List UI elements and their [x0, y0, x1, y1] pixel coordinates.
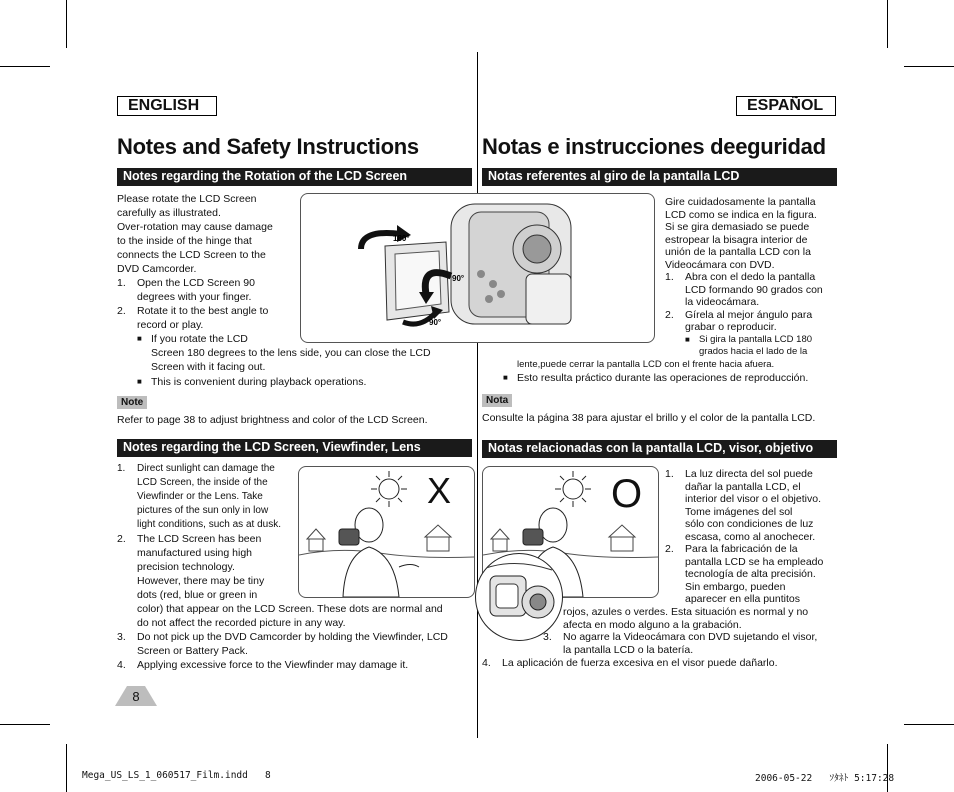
text-line: carefully as illustrated.: [117, 207, 221, 219]
lcd-text-es-right: [665, 468, 845, 606]
page-number: 8: [132, 689, 140, 704]
crop-mark: [887, 744, 888, 792]
rotation-text-es-right: Gire cuidadosamente la pantalla LCD como se indica en la figura. Si se gira demasiado se puede estropear la bisagra interior de unión de la pantalla LCD con la Videocámara con DVD. 1. Abra con el dedo la pantalla LCD formando 90 grados con la videocámara. 2. Gírela al mejor ángulo para grabar o reproducir. ■ Si gira la pantalla LCD 180 grados hacia el lado de la: [665, 196, 845, 358]
crop-mark: [66, 744, 67, 792]
lcd-rotation-figure: [300, 193, 655, 343]
page-title-en: Notes and Safety Instructions: [117, 134, 419, 159]
list-item: 3. Do not pick up the DVD Camcorder by holding the Viewfinder, LCD Screen or Battery Pack.: [117, 631, 448, 657]
lcd-text-es-item4: [482, 656, 778, 670]
bullet-item: ■ Si gira la pantalla LCD 180 grados hacia el lado de la: [685, 333, 813, 357]
section-header-rotation-en: Notes regarding the Rotation of the LCD Screen: [117, 168, 472, 186]
spanish-label: ESPAÑOL: [736, 96, 836, 116]
note-text-es: Consulte la página 38 para ajustar el brillo y el color de la pantalla LCD.: [482, 412, 816, 424]
section-header-rotation-es: Notas referentes al giro de la pantalla LCD: [482, 168, 837, 186]
bullet-icon: ■: [503, 373, 508, 382]
page-title-es: Notas e instrucciones deeguridad: [482, 134, 826, 159]
text-line: to the inside of the hinge that: [117, 235, 252, 247]
allowed-mark: O: [611, 472, 643, 516]
rotation-text-es-cont: lente,puede cerrar la pantalla LCD con el frente hacia afuera.: [517, 359, 775, 370]
list-item: 2. Para la fabricación de la pantalla LCD se ha empleado tecnología de alta precisión. Sin embargo, pueden aparecer en ella puntitos: [665, 543, 824, 605]
lcd-text-es-item3: [543, 631, 817, 656]
list-item: 2. Rotate it to the best angle to record or play.: [117, 305, 269, 331]
english-label: ENGLISH: [117, 96, 217, 116]
prohibited-mark: X: [427, 470, 452, 511]
footer-timestamp: 2006-05-22 ｿﾀﾈﾄ 5:17:28: [755, 773, 895, 784]
crop-mark: [904, 724, 954, 725]
crop-mark: [0, 66, 50, 67]
list-item: 1. La luz directa del sol puede dañar la pantalla LCD, el interior del visor o el objetivo. Tome imágenes del sol sólo con condiciones de luz escasa, como al anochecer.: [665, 468, 821, 543]
list-item: 4. La aplicación de fuerza excesiva en el visor puede dañarlo.: [482, 657, 778, 669]
section-header-lcd-en: Notes regarding the LCD Screen, Viewfinder, Lens: [117, 439, 472, 457]
note-text-en: Refer to page 38 to adjust brightness and color of the LCD Screen.: [117, 414, 428, 426]
bullet-item: ■ This is convenient during playback operations.: [137, 376, 367, 388]
crop-mark: [66, 0, 67, 48]
rotation-text-es-bullet2: [503, 371, 808, 385]
angle-label-90: 90°: [452, 274, 465, 283]
text-line: Please rotate the LCD Screen: [117, 193, 257, 205]
list-item: 1. Direct sunlight can damage the LCD Screen, the inside of the Viewfinder or the Lens. Take pictures of the sun only in low light conditions, such as at dusk.: [117, 463, 281, 530]
list-item: 3. No agarre la Videocámara con DVD sujetando el visor, la pantalla LCD o la batería.: [543, 631, 818, 656]
list-item: 1. Open the LCD Screen 90 degrees with your finger.: [117, 277, 255, 303]
bullet-icon: ■: [137, 377, 142, 386]
angle-label-90: 90°: [429, 318, 442, 327]
text-line: DVD Camcorder.: [117, 263, 197, 275]
page-number-tab: [115, 686, 157, 706]
crop-mark: [887, 0, 888, 48]
camcorder-illustration: [301, 194, 654, 342]
crop-mark: [904, 66, 954, 67]
text-line: Over-rotation may cause damage: [117, 221, 273, 233]
note-label-en: Note: [117, 396, 147, 409]
sun-icon: [555, 471, 591, 507]
lcd-text-es-cont: rojos, azules o verdes. Esta situación es normal y no afecta en modo alguno a la grabación.: [563, 606, 809, 631]
bullet-item: ■ Esto resulta práctico durante las operaciones de reproducción.: [503, 372, 809, 384]
list-item: 4. Applying excessive force to the Viewfinder may damage it.: [117, 659, 409, 671]
list-item: 2. The LCD Screen has been manufactured using high precision technology. However, there may be tiny dots (red, blue or green in color) that appear on the LCD Screen. These dots are normal and do not affect the recorded picture in any way.: [117, 533, 443, 629]
lcd-text-en: [117, 462, 467, 672]
section-header-lcd-es: Notas relacionadas con la pantalla LCD, visor, objetivo: [482, 440, 837, 458]
angle-label-180: 180°: [393, 234, 410, 243]
bullet-icon: ■: [137, 334, 142, 343]
footer-file-info: Mega_US_LS_1_060517_Film.indd 8: [82, 770, 271, 781]
bullet-icon: ■: [685, 334, 690, 344]
list-item: 2. Gírela al mejor ángulo para grabar o reproducir.: [665, 308, 813, 333]
center-divider: [477, 52, 478, 738]
note-label-es: Nota: [482, 394, 512, 407]
viewfinder-inset-icon: [475, 553, 563, 641]
crop-mark: [0, 724, 50, 725]
bullet-item: ■ If you rotate the LCD Screen 180 degrees to the lens side, you can close the LCD Screen with it facing out.: [137, 333, 431, 373]
list-item: 1. Abra con el dedo la pantalla LCD formando 90 grados con la videocámara.: [665, 271, 823, 308]
text-line: connects the LCD Screen to the: [117, 249, 266, 261]
